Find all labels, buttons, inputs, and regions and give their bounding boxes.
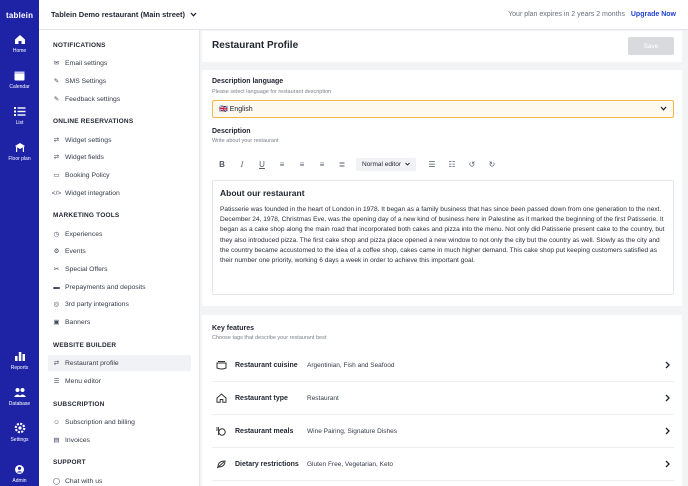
menu-icon: ☰ <box>53 378 60 385</box>
sidebar-item-label: Booking Policy <box>65 171 110 179</box>
meals-icon <box>214 424 229 439</box>
floor-plan-icon <box>14 142 26 153</box>
nav-floor-plan[interactable] <box>0 142 39 162</box>
nav-database-label: Database <box>8 401 31 407</box>
feature-value: Wine Pairing, Signature Dishes <box>307 427 397 435</box>
section-subscription: SUBSCRIPTION <box>53 401 105 408</box>
feature-value: Restaurant <box>307 394 339 402</box>
feature-row-dietary[interactable] <box>212 448 674 481</box>
section-online-reservations: ONLINE RESERVATIONS <box>53 118 134 125</box>
sidebar-item-chat-with-us[interactable] <box>48 473 191 486</box>
mail-icon: ✉ <box>53 60 60 67</box>
sliders-icon: ⇄ <box>53 154 60 161</box>
banner-icon: ▣ <box>53 319 60 326</box>
editor-toolbar <box>212 156 502 172</box>
app-logo: tablein <box>6 11 34 20</box>
sidebar-item-label: Banners <box>65 318 91 326</box>
diet-icon <box>214 457 229 472</box>
nav-admin-label: Admin <box>12 478 27 484</box>
clock-icon: ◷ <box>53 231 60 238</box>
redo-icon[interactable]: ↻ <box>488 159 496 169</box>
chevron-right-icon <box>665 427 670 435</box>
gear-icon <box>14 422 26 434</box>
editor-heading: About our restaurant <box>220 188 305 198</box>
sidebar-item-widget-fields[interactable] <box>48 149 191 165</box>
language-select[interactable] <box>212 100 674 118</box>
plan-expiry-text: Your plan expires in 2 years 2 months <box>508 11 625 18</box>
home-icon <box>14 34 26 45</box>
nav-settings[interactable] <box>0 422 39 443</box>
bullet-list-icon[interactable]: ☰ <box>428 159 436 169</box>
chevron-down-icon <box>190 12 197 17</box>
main-nav <box>0 0 39 486</box>
description-hint: Write about your restaurant <box>212 138 279 144</box>
italic-button[interactable]: I <box>240 159 244 169</box>
sidebar-item-label: Chat with us <box>65 477 103 485</box>
description-language-label: Description language <box>212 78 284 85</box>
underline-button[interactable]: U <box>259 159 265 169</box>
chevron-right-icon <box>665 394 670 402</box>
feature-name: Restaurant cuisine <box>235 361 298 369</box>
feature-row-cuisine[interactable] <box>212 349 674 382</box>
home-icon <box>214 391 229 406</box>
key-features-label: Key features <box>212 325 255 332</box>
sidebar-item-events[interactable] <box>48 243 191 259</box>
nav-home-label: Home <box>12 48 27 54</box>
reports-icon <box>14 351 26 362</box>
undo-icon[interactable]: ↺ <box>468 159 476 169</box>
nav-settings-label: Settings <box>10 437 29 443</box>
sidebar-item-widget-integration[interactable] <box>48 185 191 201</box>
sidebar-item-3rd-party-integrations[interactable] <box>48 296 191 312</box>
sidebar-item-label: Restaurant profile <box>65 359 119 367</box>
bold-button[interactable]: B <box>219 159 225 169</box>
description-panel <box>202 70 682 306</box>
page-title: Restaurant Profile <box>212 40 299 51</box>
sidebar-item-banners[interactable] <box>48 314 191 330</box>
sidebar-item-prepayments[interactable] <box>48 279 191 295</box>
feature-name: Dietary restrictions <box>235 460 299 468</box>
sidebar-item-label: Experiences <box>65 230 103 238</box>
sidebar-item-label: Widget settings <box>65 136 112 144</box>
feature-value: Argentinian, Fish and Seafood <box>307 361 395 369</box>
numbered-list-icon[interactable]: ☷ <box>448 159 456 169</box>
feature-name: Restaurant type <box>235 394 288 402</box>
nav-database[interactable] <box>0 387 39 407</box>
calendar-icon <box>14 70 25 81</box>
sidebar-item-label: Prepayments and deposits <box>65 283 146 291</box>
nav-reports[interactable] <box>0 351 39 371</box>
section-website-builder: WEBSITE BUILDER <box>53 342 117 349</box>
page-header <box>202 31 682 62</box>
sidebar-item-booking-policy[interactable] <box>48 167 191 183</box>
sidebar-item-label: Subscription and billing <box>65 418 135 426</box>
book-icon: ▭ <box>53 172 60 179</box>
feature-row-meals[interactable] <box>212 415 674 448</box>
sliders-icon: ⇄ <box>53 137 60 144</box>
cuisine-icon <box>214 358 229 373</box>
chevron-right-icon <box>665 460 670 468</box>
nav-home[interactable] <box>0 34 39 54</box>
sidebar-item-label: SMS Settings <box>65 77 107 85</box>
code-icon: </> <box>51 189 62 197</box>
edit-icon: ✎ <box>53 96 60 103</box>
upgrade-now-link[interactable]: Upgrade Now <box>630 11 676 18</box>
sidebar-item-special-offers[interactable] <box>48 261 191 277</box>
key-features-panel <box>202 315 682 486</box>
align-center-icon[interactable]: ≡ <box>299 159 305 169</box>
nav-floor-plan-label: Floor plan <box>8 156 31 162</box>
editor-mode-value: Normal editor <box>362 160 402 168</box>
sidebar-item-menu-editor[interactable] <box>48 373 191 389</box>
admin-icon <box>14 464 25 475</box>
sidebar-item-experiences[interactable] <box>48 226 191 242</box>
sidebar-item-label: Special Offers <box>65 265 108 273</box>
edit-icon: ✎ <box>53 78 60 85</box>
events-icon: ⚙ <box>53 248 60 255</box>
database-icon <box>14 387 26 398</box>
user-icon: ☺ <box>53 418 60 426</box>
feature-value: Gluten Free, Vegetarian, Keto <box>307 460 393 468</box>
align-justify-icon[interactable]: ≣ <box>338 159 346 169</box>
sidebar-item-feedback-settings[interactable] <box>48 91 191 107</box>
description-language-hint: Please select language for restaurant description <box>212 89 332 95</box>
sidebar-item-subscription-billing[interactable] <box>48 414 191 430</box>
settings-sidebar <box>39 30 200 486</box>
offers-icon: ✂ <box>53 266 60 273</box>
key-features-hint: Choose tags that describe your restaurant best <box>212 335 327 341</box>
sidebar-item-label: Events <box>65 247 86 255</box>
sidebar-item-label: Email settings <box>65 59 108 67</box>
sidebar-item-label: Feedback settings <box>65 95 121 103</box>
sidebar-item-label: Widget fields <box>65 153 104 161</box>
card-icon: ▬ <box>53 283 60 291</box>
feature-row-type[interactable] <box>212 382 674 415</box>
sidebar-item-sms-settings[interactable] <box>48 73 191 89</box>
list-icon <box>14 106 26 117</box>
sidebar-item-label: Widget integration <box>65 189 120 197</box>
section-marketing-tools: MARKETING TOOLS <box>53 212 120 219</box>
nav-calendar-label: Calendar <box>9 84 30 90</box>
sidebar-item-restaurant-profile[interactable] <box>48 355 191 371</box>
nav-calendar[interactable] <box>0 70 39 90</box>
nav-list[interactable] <box>0 106 39 126</box>
section-support: SUPPORT <box>53 459 86 466</box>
chevron-down-icon <box>660 106 667 111</box>
sidebar-item-label: Menu editor <box>65 377 101 385</box>
sidebar-item-label: Invoices <box>65 436 90 444</box>
restaurant-name: Tablein Demo restaurant (Main street) <box>51 10 186 19</box>
chevron-right-icon <box>665 361 670 369</box>
sidebar-item-email-settings[interactable] <box>48 55 191 71</box>
chat-icon: ◯ <box>52 478 61 485</box>
align-right-icon[interactable]: ≡ <box>319 159 325 169</box>
language-value: 🇬🇧 English <box>219 106 253 113</box>
editor-body: Patisserie was founded in the heart of London in 1978. It began as a family business that has since been passed down from one generation to the next. December 24, 1978, Christmas Eve, was the opening day of a new kind of business here in Palestine as it marked the beginning of the first Patisserie. It began as a cake shop along the main road that incorporated both cakes and pizza into the menu. Not only did Patisserie present cake to the country, but they also introduced pizza. The first cake shop and pizza place opened a new window to not only the city but the country as well. Slowly as the city and the country became accustomed to the idea of a coffee shop, cakes came in much higher demand. This cake shop put keeping customers satisfied as their number one priority, working 6 days a week in order to achieve this important goal. <box>220 206 665 265</box>
restaurant-selector[interactable] <box>51 10 197 19</box>
sidebar-item-invoices[interactable] <box>48 432 191 448</box>
sliders-icon: ⇄ <box>53 360 60 367</box>
plug-icon: ◎ <box>53 301 60 308</box>
chevron-down-icon <box>405 162 410 166</box>
sidebar-item-widget-settings[interactable] <box>48 132 191 148</box>
sidebar-item-label: 3rd party integrations <box>65 300 129 308</box>
top-bar <box>39 0 688 30</box>
invoice-icon: ▤ <box>53 437 60 444</box>
save-button[interactable]: Save <box>628 37 674 55</box>
nav-admin[interactable] <box>0 464 39 484</box>
align-left-icon[interactable]: ≡ <box>279 159 285 169</box>
nav-list-label: List <box>15 120 24 126</box>
editor-mode-select[interactable] <box>356 158 416 171</box>
feature-name: Restaurant meals <box>235 427 294 435</box>
section-notifications: NOTIFICATIONS <box>53 42 106 49</box>
description-label: Description <box>212 128 251 135</box>
nav-reports-label: Reports <box>10 365 29 371</box>
description-editor[interactable] <box>212 180 674 295</box>
